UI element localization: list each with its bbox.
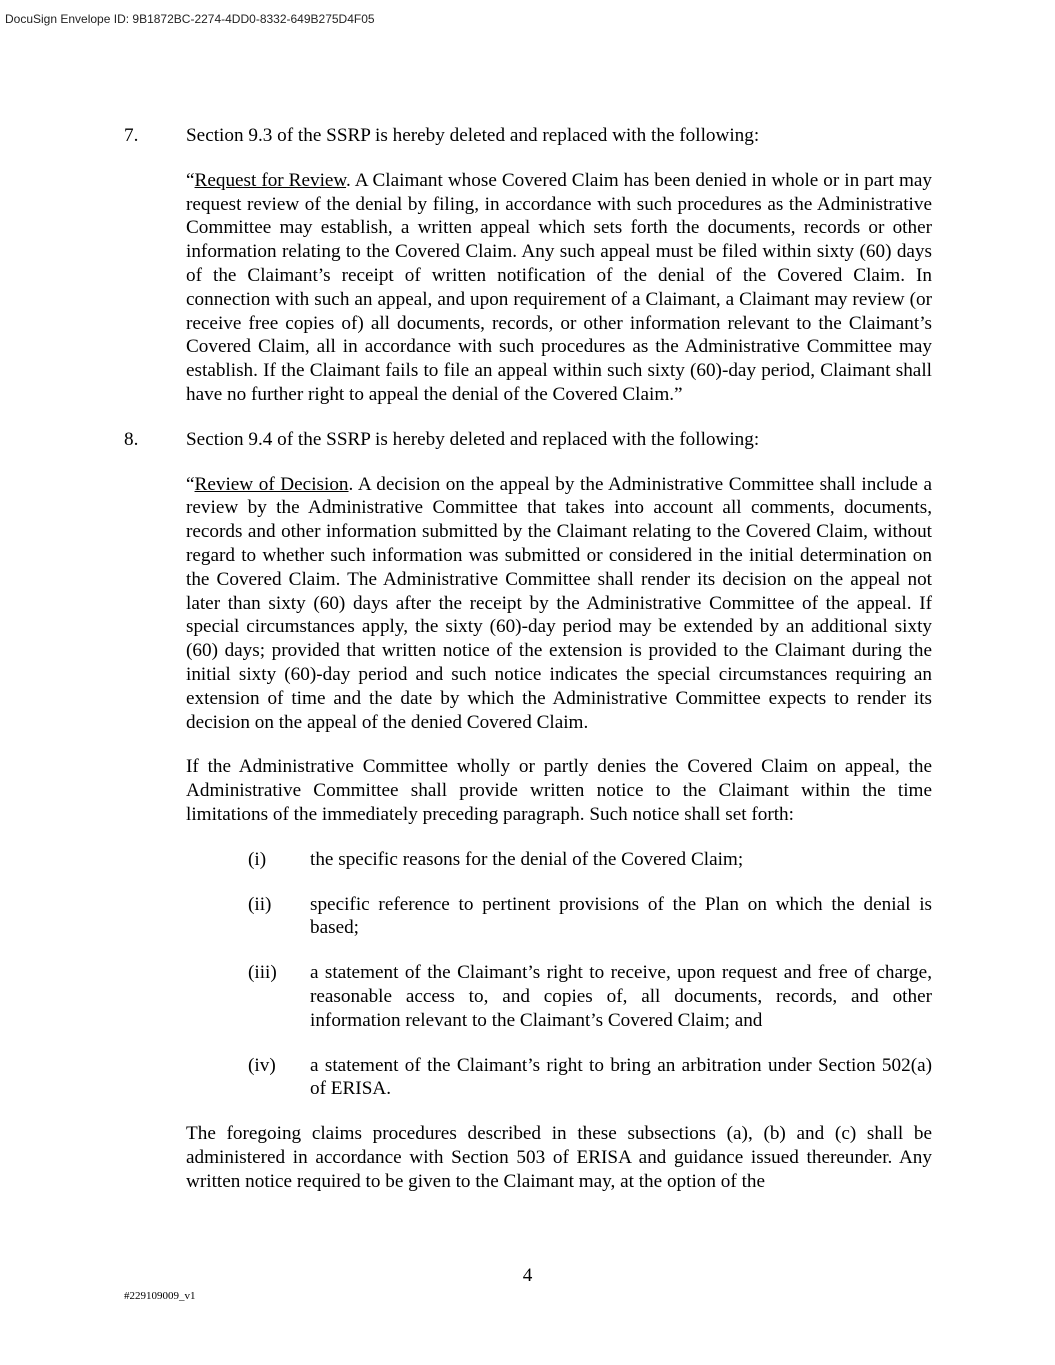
list-item-number: (iii)	[248, 962, 277, 984]
section-7-open-quote: “	[186, 169, 195, 191]
list-item	[248, 1054, 932, 1102]
section-7-body: . A Claimant whose Covered Claim has been denied in whole or in part may request review of the denial by filing, in accordance with such procedures as the Administrative Committee may establish, a written appeal which sets forth the documents, records or other information relating to the Covered Claim. Any such appeal must be filed within sixty (60) days of the Claimant’s receipt of written notification of the denial of the Covered Claim. In connection with such an appeal, and upon requirement of a Claimant, a Claimant may review (or receive free copies of) all documents, records, or other information relevant to the Claimant’s Covered Claim, all in accordance with such procedures as the Administrative Committee may establish. If the Claimant fails to file an appeal within such sixty (60)-day period, Claimant shall have no further right to appeal the denial of the Covered Claim.”	[186, 169, 932, 405]
section-8-number: 8.	[124, 428, 139, 450]
section-7-heading: Request for Review	[194, 169, 347, 191]
docusign-envelope-id: DocuSign Envelope ID: 9B1872BC-2274-4DD0-8332-649B275D4F05	[5, 12, 375, 26]
list-item-number: (iv)	[248, 1054, 276, 1076]
document-body	[124, 124, 932, 1193]
section-7-intro	[124, 124, 932, 148]
section-8-heading: Review of Decision	[194, 473, 349, 495]
document-id: #229109009_v1	[124, 1290, 196, 1302]
section-8-paragraph	[186, 473, 932, 735]
section-8-intro	[124, 428, 932, 452]
list-item-text: a statement of the Claimant’s right to receive, upon request and free of charge, reasonable access to, and copies of, all documents, records, and other information relevant to the Claimant’s Covered Claim; and	[310, 962, 932, 1031]
section-7-number: 7.	[124, 125, 139, 146]
list-item-number: (i)	[248, 848, 267, 870]
list-item	[248, 848, 932, 872]
page-number: 4	[522, 1265, 533, 1286]
list-item	[248, 961, 932, 1032]
section-8-closing-paragraph: The foregoing claims procedures described in these subsections (a), (b) and (c) shall be administered in accordance with Section 503 of ERISA and guidance issued thereunder. Any written notice required to be given to the Claimant may, at the option of the	[186, 1123, 932, 1192]
section-8-notice-paragraph: If the Administrative Committee wholly or partly denies the Covered Claim on appeal, the Administrative Committee shall provide written notice to the Claimant within the time limitations of the immediately preceding paragraph. Such notice shall set forth:	[186, 756, 932, 825]
section-8-body: . A decision on the appeal by the Administrative Committee shall include a review by the Administrative Committee that takes into account all comments, documents, records and other information submitted by the Claimant relating to the Covered Claim, without regard to whether such information was submitted or considered in the initial determination on the Covered Claim. The Administrative Committee shall render its decision on the appeal not later than sixty (60) days after the receipt by the Administrative Committee of the appeal. If special circumstances apply, the sixty (60)-day period may be extended by an additional sixty (60) days; provided that written notice of the extension is provided to the Claimant during the initial sixty (60)-day period and such notice indicates the special circumstances requiring an extension of time and the date by which the Administrative Committee expects to render its decision on the appeal of the denied Covered Claim.	[186, 473, 932, 733]
list-item-text: specific reference to pertinent provisions of the Plan on which the denial is based;	[310, 893, 932, 939]
section-8-intro-text: Section 9.4 of the SSRP is hereby deleted and replaced with the following:	[186, 428, 760, 450]
list-item-text: a statement of the Claimant’s right to bring an arbitration under Section 502(a) of ERISA.	[310, 1054, 932, 1100]
list-item	[248, 893, 932, 941]
section-8-open-quote: “	[186, 473, 195, 495]
section-7-paragraph	[186, 169, 932, 407]
list-item-text: the specific reasons for the denial of the Covered Claim;	[310, 848, 744, 870]
section-7-intro-text: Section 9.3 of the SSRP is hereby deleted and replaced with the following:	[186, 125, 760, 146]
list-item-number: (ii)	[248, 893, 272, 915]
